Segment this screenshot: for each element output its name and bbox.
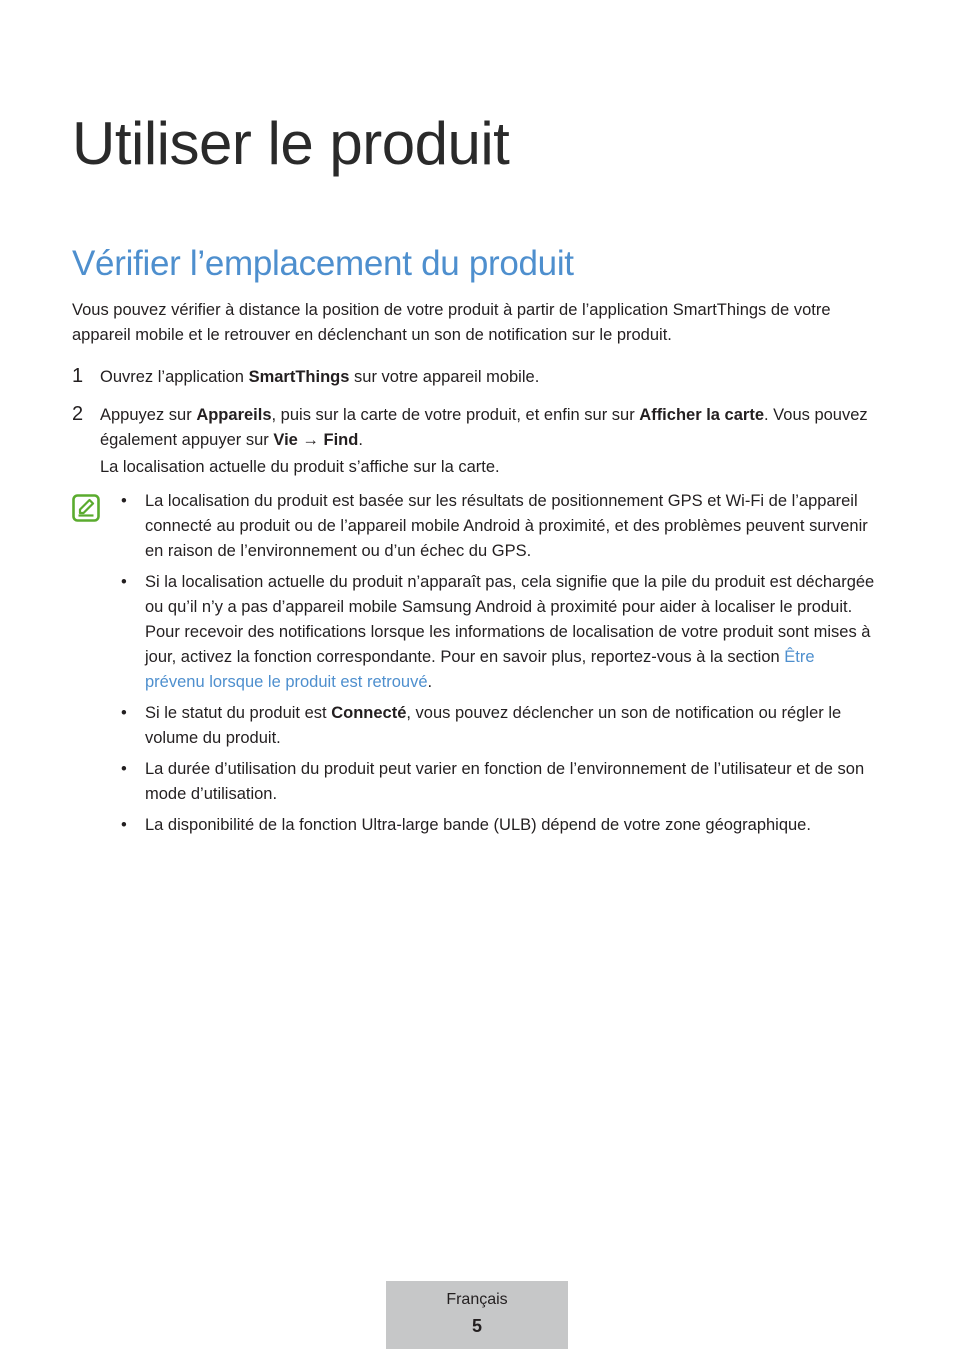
step-result: La localisation actuelle du produit s’affiche sur la carte. — [100, 458, 500, 476]
intro-paragraph: Vous pouvez vérifier à distance la position de votre produit à partir de l’application SmartThings de votre appareil mobile et le retrouver en déclenchant un son de notification sur le produit. — [72, 301, 831, 344]
list-item — [118, 489, 878, 564]
arrow-icon: → — [297, 431, 324, 449]
step-number: 2 — [72, 403, 84, 425]
step-text — [100, 365, 882, 390]
section-title: Vérifier l’emplacement du produit — [72, 244, 574, 283]
bullet: • — [121, 704, 127, 722]
bullet: • — [121, 760, 127, 778]
note-text: La disponibilité de la fonction Ultra-large bande (ULB) dépend de votre zone géographique. — [145, 816, 811, 834]
notes-list — [118, 489, 878, 844]
footer-language: Français — [446, 1291, 508, 1308]
list-item — [118, 701, 878, 751]
step-text-part: Ouvrez l’application — [100, 368, 249, 386]
step-text-part: . Vous pouvez également appuyer sur — [100, 406, 868, 449]
menu-label-appareils: Appareils — [196, 406, 272, 424]
note-text: Si le statut du produit est — [145, 704, 332, 722]
step-text-part: sur votre appareil mobile. — [349, 368, 540, 386]
step-text-part: . — [358, 431, 363, 449]
menu-label-find: Find — [323, 431, 359, 449]
section-link[interactable]: Être prévenu lorsque le produit est retrouvé — [145, 648, 815, 691]
note-text: , vous pouvez déclencher un son de notification ou régler le volume du produit. — [145, 704, 842, 747]
app-name: SmartThings — [248, 368, 350, 386]
page-title: Utiliser le produit — [72, 110, 510, 177]
bullet: • — [121, 573, 127, 591]
list-item — [118, 813, 878, 838]
step-2 — [72, 403, 882, 480]
step-1 — [72, 365, 882, 390]
bullet: • — [121, 816, 127, 834]
note-text: . — [427, 673, 433, 691]
step-text — [100, 403, 882, 480]
status-label: Connecté — [331, 704, 407, 722]
menu-label-afficher-carte: Afficher la carte — [639, 406, 764, 424]
bullet: • — [121, 492, 127, 510]
menu-label-vie: Vie — [273, 431, 298, 449]
step-text-part: Appuyez sur — [100, 406, 197, 424]
list-item — [118, 757, 878, 807]
step-text-part: , puis sur la carte de votre produit, et enfin sur sur — [271, 406, 640, 424]
note-text: Si la localisation actuelle du produit n’apparaît pas, cela signifie que la pile du produit est déchargée ou qu’il n’y a pas d’appareil mobile Samsung Android à proximité pour aider à localiser le produit. Pour recevoir des notifications lorsque les informations de localisation de votre produit sont mises à jour, activez la fonction correspondante. Pour en savoir plus, reportez-vous à la section — [145, 573, 875, 666]
step-number: 1 — [72, 365, 84, 387]
list-item — [118, 570, 878, 695]
note-text: La localisation du produit est basée sur les résultats de positionnement GPS et Wi-Fi de l’appareil connecté au produit ou de l’appareil mobile Android à proximité, et des problèmes peuvent survenir en raison de l’environnement ou d’un échec du GPS. — [145, 492, 868, 560]
page-number: 5 — [471, 1316, 482, 1336]
note-text: La durée d’utilisation du produit peut varier en fonction de l’environnement de l’utilisateur et de son mode d’utilisation. — [145, 760, 865, 803]
note-icon — [72, 494, 100, 522]
page-footer — [386, 1281, 568, 1349]
